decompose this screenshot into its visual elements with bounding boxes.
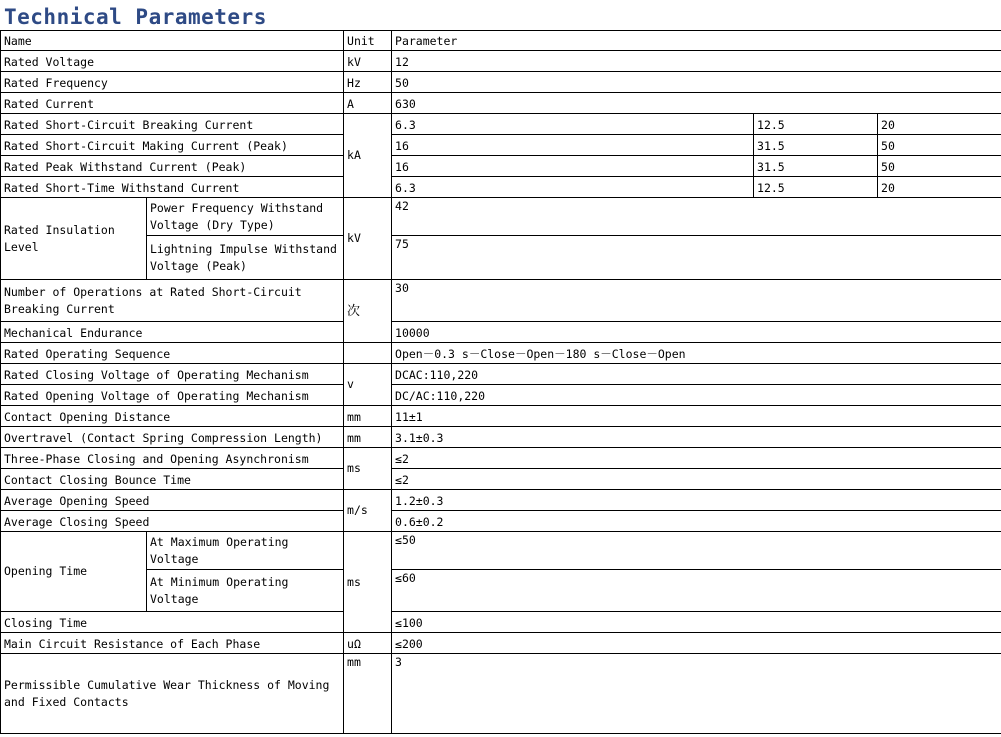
row-unit: Hz [344,72,392,93]
table-row [1,612,1001,633]
row-name: Rated Operating Sequence [1,343,344,364]
table-row [1,177,1001,198]
row-value: ≤2 [392,469,1001,490]
row-unit: kV [344,198,392,280]
header-row [1,31,1001,51]
row-value: 75 [392,236,1001,280]
row-value: 630 [392,93,1001,114]
row-value: 20 [878,177,1001,198]
row-value: ≤100 [392,612,1001,633]
row-value: 16 [392,156,754,177]
table-row [1,156,1001,177]
row-subname: At Minimum Operating Voltage [147,570,344,612]
row-name: Rated Current [1,93,344,114]
row-value: 10000 [392,322,1001,343]
table-row [1,469,1001,490]
row-value: 0.6±0.2 [392,511,1001,532]
row-unit: A [344,93,392,114]
row-value: ≤50 [392,532,1001,570]
row-subname: At Maximum Operating Voltage [147,532,344,570]
row-unit: ms [344,532,392,633]
table-row [1,532,1001,570]
header-name: Name [1,31,344,51]
row-value: 16 [392,135,754,156]
table-row [1,343,1001,364]
row-name: Contact Opening Distance [1,406,344,427]
row-name: Closing Time [1,612,344,633]
row-name: Rated Peak Withstand Current (Peak) [1,156,344,177]
row-subname: Power Frequency Withstand Voltage (Dry Type) [147,198,344,236]
row-value: 31.5 [754,156,878,177]
row-value: DCAC:110,220 [392,364,1001,385]
table-row [1,135,1001,156]
table-row [1,198,1001,236]
row-name: Rated Frequency [1,72,344,93]
row-value: 20 [878,114,1001,135]
table-row [1,406,1001,427]
row-name: Rated Short-Circuit Breaking Current [1,114,344,135]
row-value: 11±1 [392,406,1001,427]
table-row [1,448,1001,469]
row-unit: v [344,364,392,406]
row-unit: mm [344,427,392,448]
header-unit: Unit [344,31,392,51]
row-value: 3.1±0.3 [392,427,1001,448]
row-name: Rated Short-Circuit Making Current (Peak) [1,135,344,156]
row-name: Overtravel (Contact Spring Compression Length) [1,427,344,448]
row-unit: kV [344,51,392,72]
page-title: Technical Parameters [4,5,267,29]
row-value: 6.3 [392,114,754,135]
row-value: 3 [392,654,1001,734]
row-name: Rated Closing Voltage of Operating Mechanism [1,364,344,385]
row-name: Rated Short-Time Withstand Current [1,177,344,198]
row-value: 50 [392,72,1001,93]
row-value: 50 [878,156,1001,177]
row-unit: ms [344,448,392,490]
row-name: Rated Insulation Level [1,198,147,280]
table-row [1,72,1001,93]
row-value: ≤200 [392,633,1001,654]
row-value: 31.5 [754,135,878,156]
row-name: Three-Phase Closing and Opening Asynchronism [1,448,344,469]
row-name: Opening Time [1,532,147,612]
row-value: ≤2 [392,448,1001,469]
row-value: 12 [392,51,1001,72]
row-value: Open－0.3 s－Close－Open－180 s－Close－Open [392,343,1001,364]
row-name: Rated Opening Voltage of Operating Mechanism [1,385,344,406]
row-value: 42 [392,198,1001,236]
row-unit: mm [344,406,392,427]
row-name: Average Closing Speed [1,511,344,532]
row-name: Mechanical Endurance [1,322,344,343]
row-unit: kA [344,114,392,198]
row-name: Permissible Cumulative Wear Thickness of Moving and Fixed Contacts [1,654,344,734]
row-value: 30 [392,280,1001,322]
row-value: DC/AC:110,220 [392,385,1001,406]
row-value: 12.5 [754,114,878,135]
table-row [1,570,1001,612]
row-unit: 次 [344,280,392,343]
table-row [1,93,1001,114]
row-unit: uΩ [344,633,392,654]
table-row [1,236,1001,280]
table-row [1,427,1001,448]
table-row [1,633,1001,654]
row-value: 50 [878,135,1001,156]
row-subname: Lightning Impulse Withstand Voltage (Peak) [147,236,344,280]
row-unit [344,343,392,364]
parameters-table [0,30,1001,734]
row-name: Rated Voltage [1,51,344,72]
row-value: 12.5 [754,177,878,198]
table-row [1,385,1001,406]
row-value: 1.2±0.3 [392,490,1001,511]
table-row [1,364,1001,385]
table-row [1,114,1001,135]
row-value: 6.3 [392,177,754,198]
row-unit: mm [344,654,392,734]
table-row [1,654,1001,734]
table-row [1,51,1001,72]
table-row [1,511,1001,532]
table-row [1,322,1001,343]
row-name: Number of Operations at Rated Short-Circuit Breaking Current [1,280,344,322]
table-row [1,280,1001,322]
row-value: ≤60 [392,570,1001,612]
row-name: Main Circuit Resistance of Each Phase [1,633,344,654]
table-row [1,490,1001,511]
header-parameter: Parameter [392,31,1001,51]
row-name: Average Opening Speed [1,490,344,511]
row-name: Contact Closing Bounce Time [1,469,344,490]
row-unit: m/s [344,490,392,532]
